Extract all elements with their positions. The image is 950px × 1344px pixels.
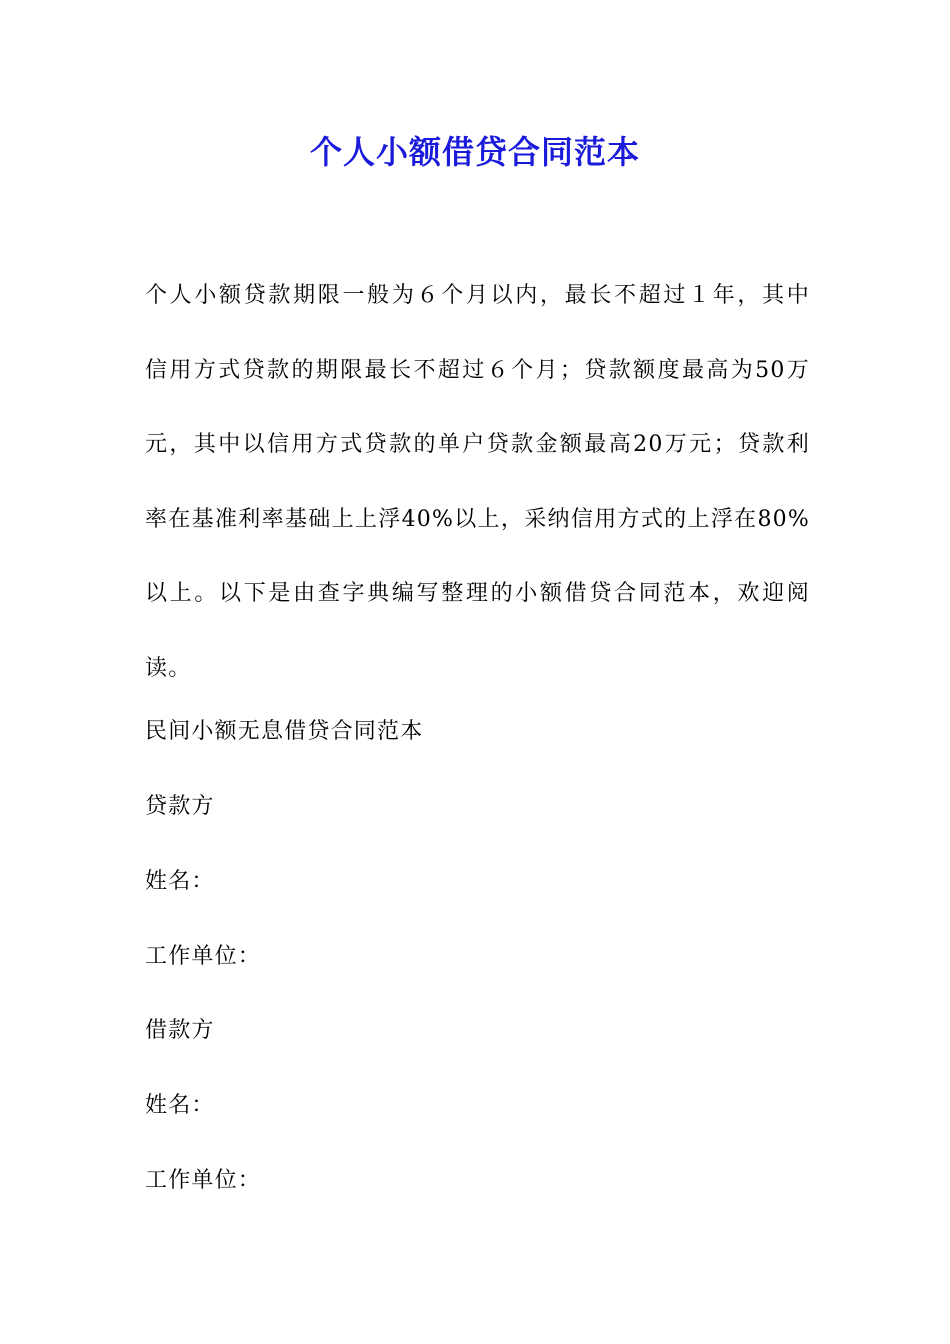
- borrower-work-unit-label: 工作单位：: [145, 1168, 262, 1193]
- document-title: 个人小额借贷合同范本: [309, 133, 640, 171]
- intro-line: 以上。以下是由查字典编写整理的小额借贷合同范本，欢迎阅: [145, 581, 810, 606]
- intro-line: 个人小额贷款期限一般为６个月以内，最长不超过１年，其中: [145, 283, 810, 308]
- intro-line: 读。: [145, 655, 192, 681]
- intro-line: 信用方式贷款的期限最长不超过６个月；贷款额度最高为50万: [145, 357, 810, 383]
- borrower-heading: 借款方: [145, 1018, 215, 1043]
- contract-subtitle: 民间小额无息借贷合同范本: [145, 719, 424, 744]
- borrower-name-label: 姓名：: [145, 1093, 215, 1118]
- lender-name-label: 姓名：: [145, 869, 215, 894]
- lender-heading: 贷款方: [145, 794, 215, 819]
- intro-line: 元，其中以信用方式贷款的单户贷款金额最高20万元；贷款利: [145, 432, 810, 457]
- intro-paragraph: [145, 259, 810, 706]
- intro-line: 率在基准利率基础上上浮40%以上，采纳信用方式的上浮在80%: [145, 506, 810, 532]
- lender-work-unit-label: 工作单位：: [145, 944, 262, 969]
